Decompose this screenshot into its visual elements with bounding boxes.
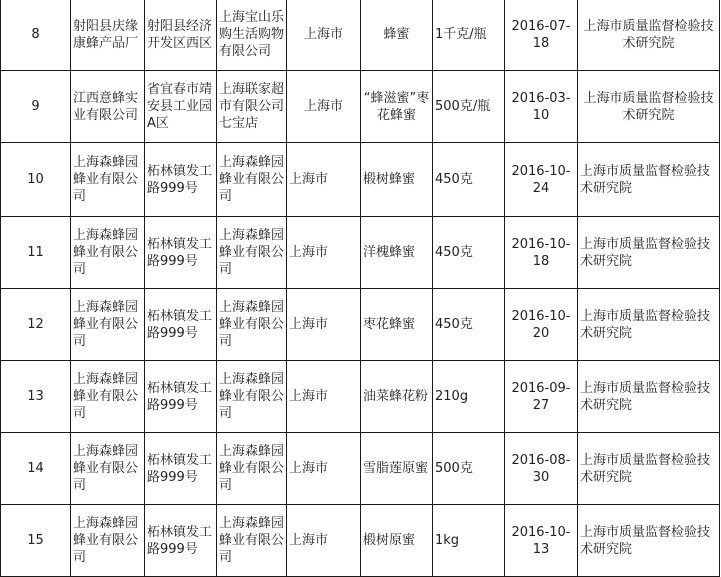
table-row [1, 505, 720, 577]
row-number: 12 [1, 289, 71, 361]
producer-name: 上海森蜂园蜂业有限公司 [71, 217, 145, 289]
inspection-org: 上海市质量监督检验技术研究院 [578, 143, 720, 217]
table-row [1, 0, 720, 71]
product-spec: 500克 [433, 433, 505, 505]
production-date: 2016-10-20 [505, 289, 578, 361]
product-spec: 500克/瓶 [433, 71, 505, 143]
producer-address: 柘林镇发工路999号 [145, 505, 217, 577]
seller-city: 上海市 [287, 71, 361, 143]
producer-name: 上海森蜂园蜂业有限公司 [71, 505, 145, 577]
product-name: 雪脂莲原蜜 [361, 433, 433, 505]
row-number: 8 [1, 0, 71, 71]
product-spec: 1千克/瓶 [433, 0, 505, 71]
row-number: 14 [1, 433, 71, 505]
seller-city: 上海市 [287, 0, 361, 71]
row-number: 13 [1, 361, 71, 433]
table-row [1, 289, 720, 361]
product-name: 椴树蜂蜜 [361, 143, 433, 217]
seller-name: 上海联家超市有限公司七宝店 [217, 71, 287, 143]
production-date: 2016-10-13 [505, 505, 578, 577]
seller-name: 上海森蜂园蜂业有限公司 [217, 289, 287, 361]
producer-address: 柘林镇发工路999号 [145, 289, 217, 361]
product-name: 枣花蜂蜜 [361, 289, 433, 361]
production-date: 2016-09-27 [505, 361, 578, 433]
product-spec: 450克 [433, 143, 505, 217]
producer-address: 柘林镇发工路999号 [145, 361, 217, 433]
product-name: 蜂蜜 [361, 0, 433, 71]
producer-address: 柘林镇发工路999号 [145, 433, 217, 505]
product-spec: 450克 [433, 289, 505, 361]
producer-name: 上海森蜂园蜂业有限公司 [71, 289, 145, 361]
production-date: 2016-10-18 [505, 217, 578, 289]
product-name: 椴树原蜜 [361, 505, 433, 577]
inspection-org: 上海市质量监督检验技术研究院 [578, 361, 720, 433]
product-spec: 1kg [433, 505, 505, 577]
row-number: 9 [1, 71, 71, 143]
producer-address: 射阳县经济开发区西区 [145, 0, 217, 71]
seller-name: 上海森蜂园蜂业有限公司 [217, 433, 287, 505]
product-name: 油菜蜂花粉 [361, 361, 433, 433]
row-number: 11 [1, 217, 71, 289]
producer-address: 柘林镇发工路999号 [145, 217, 217, 289]
row-number: 10 [1, 143, 71, 217]
inspection-org: 上海市质量监督检验技术研究院 [578, 505, 720, 577]
seller-city: 上海市 [287, 143, 361, 217]
seller-city: 上海市 [287, 505, 361, 577]
inspection-org: 上海市质量监督检验技术研究院 [578, 71, 720, 143]
table-row [1, 143, 720, 217]
inspection-org: 上海市质量监督检验技术研究院 [578, 217, 720, 289]
table-row [1, 71, 720, 143]
producer-name: 上海森蜂园蜂业有限公司 [71, 433, 145, 505]
producer-name: 上海森蜂园蜂业有限公司 [71, 361, 145, 433]
production-date: 2016-10-24 [505, 143, 578, 217]
inspection-org: 上海市质量监督检验技术研究院 [578, 433, 720, 505]
product-name: 洋槐蜂蜜 [361, 217, 433, 289]
producer-name: 上海森蜂园蜂业有限公司 [71, 143, 145, 217]
product-name: “蜂滋蜜”枣花蜂蜜 [361, 71, 433, 143]
table-row [1, 361, 720, 433]
seller-name: 上海森蜂园蜂业有限公司 [217, 505, 287, 577]
producer-address: 省宜春市靖安县工业园A区 [145, 71, 217, 143]
inspection-org: 上海市质量监督检验技术研究院 [578, 0, 720, 71]
product-spec: 450克 [433, 217, 505, 289]
table-row [1, 433, 720, 505]
production-date: 2016-08-30 [505, 433, 578, 505]
seller-city: 上海市 [287, 289, 361, 361]
seller-name: 上海宝山乐购生活购物有限公司 [217, 0, 287, 71]
row-number: 15 [1, 505, 71, 577]
producer-address: 柘林镇发工路999号 [145, 143, 217, 217]
inspection-org: 上海市质量监督检验技术研究院 [578, 289, 720, 361]
seller-name: 上海森蜂园蜂业有限公司 [217, 143, 287, 217]
seller-city: 上海市 [287, 361, 361, 433]
production-date: 2016-07-18 [505, 0, 578, 71]
production-date: 2016-03-10 [505, 71, 578, 143]
producer-name: 江西意蜂实业有限公司 [71, 71, 145, 143]
seller-name: 上海森蜂园蜂业有限公司 [217, 361, 287, 433]
table-row [1, 217, 720, 289]
producer-name: 射阳县庆缘康蜂产品厂 [71, 0, 145, 71]
product-spec: 210g [433, 361, 505, 433]
seller-city: 上海市 [287, 433, 361, 505]
seller-name: 上海森蜂园蜂业有限公司 [217, 217, 287, 289]
seller-city: 上海市 [287, 217, 361, 289]
